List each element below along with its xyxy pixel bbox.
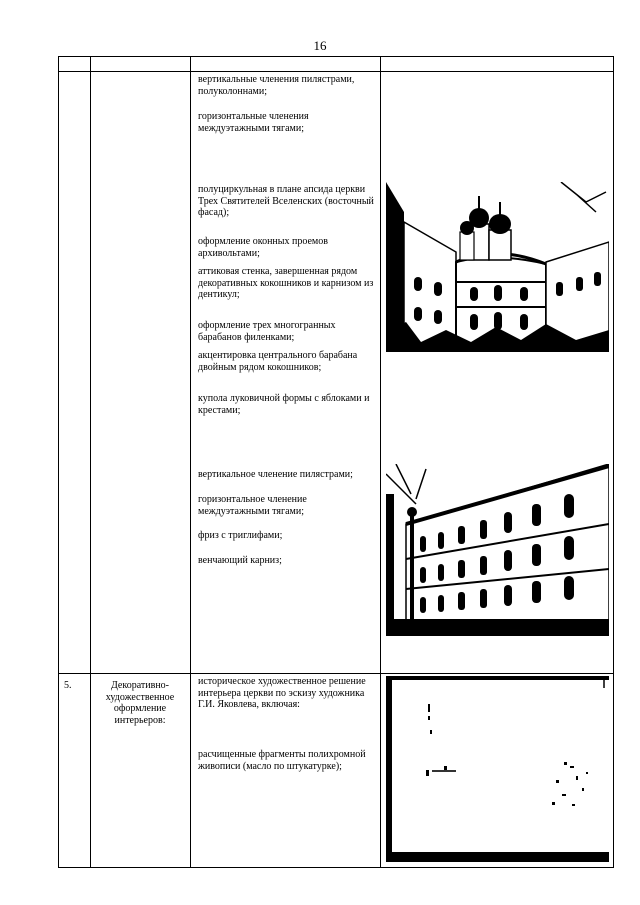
building-facade-photo (386, 464, 609, 636)
item-polychrome-fragments: расчищенные фрагменты полихромной живописи (масло по штукатурке); (198, 749, 366, 772)
interior-photo (386, 676, 609, 862)
row-divider (58, 673, 614, 674)
church-apse-photo (386, 182, 609, 352)
document-table (58, 56, 614, 868)
item-belt-course: горизонтальное членение междуэтажными тягами; (198, 494, 307, 517)
page-number: 16 (313, 38, 327, 53)
item-drums-panels: оформление трех многогранных барабанов филенками; (198, 320, 336, 343)
header-row-divider (58, 71, 614, 72)
table-border-top (58, 56, 614, 57)
row-number: 5. (64, 680, 72, 691)
table-border-right (613, 56, 614, 868)
item-window-archivolts: оформление оконных проемов архивольтами; (198, 236, 328, 259)
item-crowning-cornice: венчающий карниз; (198, 555, 282, 566)
item-attic-wall: аттиковая стенка, завершенная рядом декоративных кокошников и карнизом из дентикул; (198, 266, 374, 300)
item-onion-domes: купола луковичной формы с яблоками и крестами; (198, 393, 370, 416)
column-divider-1 (90, 56, 91, 868)
column-divider-3 (380, 56, 381, 868)
item-triglyph-frieze: фриз с триглифами; (198, 530, 283, 541)
item-vertical-divisions: вертикальные членения пилястрами, полуколоннами; (198, 74, 355, 97)
table-border-bottom (58, 867, 614, 868)
item-pilasters: вертикальное членение пилястрами; (198, 469, 353, 480)
column-divider-2 (190, 56, 191, 868)
row-category: Декоративно-художественное оформление интерьеров: (105, 680, 175, 726)
item-horizontal-divisions: горизонтальные членения междуэтажными тягами; (198, 111, 309, 134)
item-apse: полуциркульная в плане апсида церкви Трех Святителей Вселенских (восточный фасад); (198, 184, 374, 218)
item-central-drum: акцентировка центрального барабана двойным рядом кокошников; (198, 350, 358, 373)
item-interior-decoration: историческое художественное решение интерьера церкви по эскизу художника Г.И. Яковлева, включая: (198, 676, 366, 710)
table-border-left (58, 56, 59, 868)
